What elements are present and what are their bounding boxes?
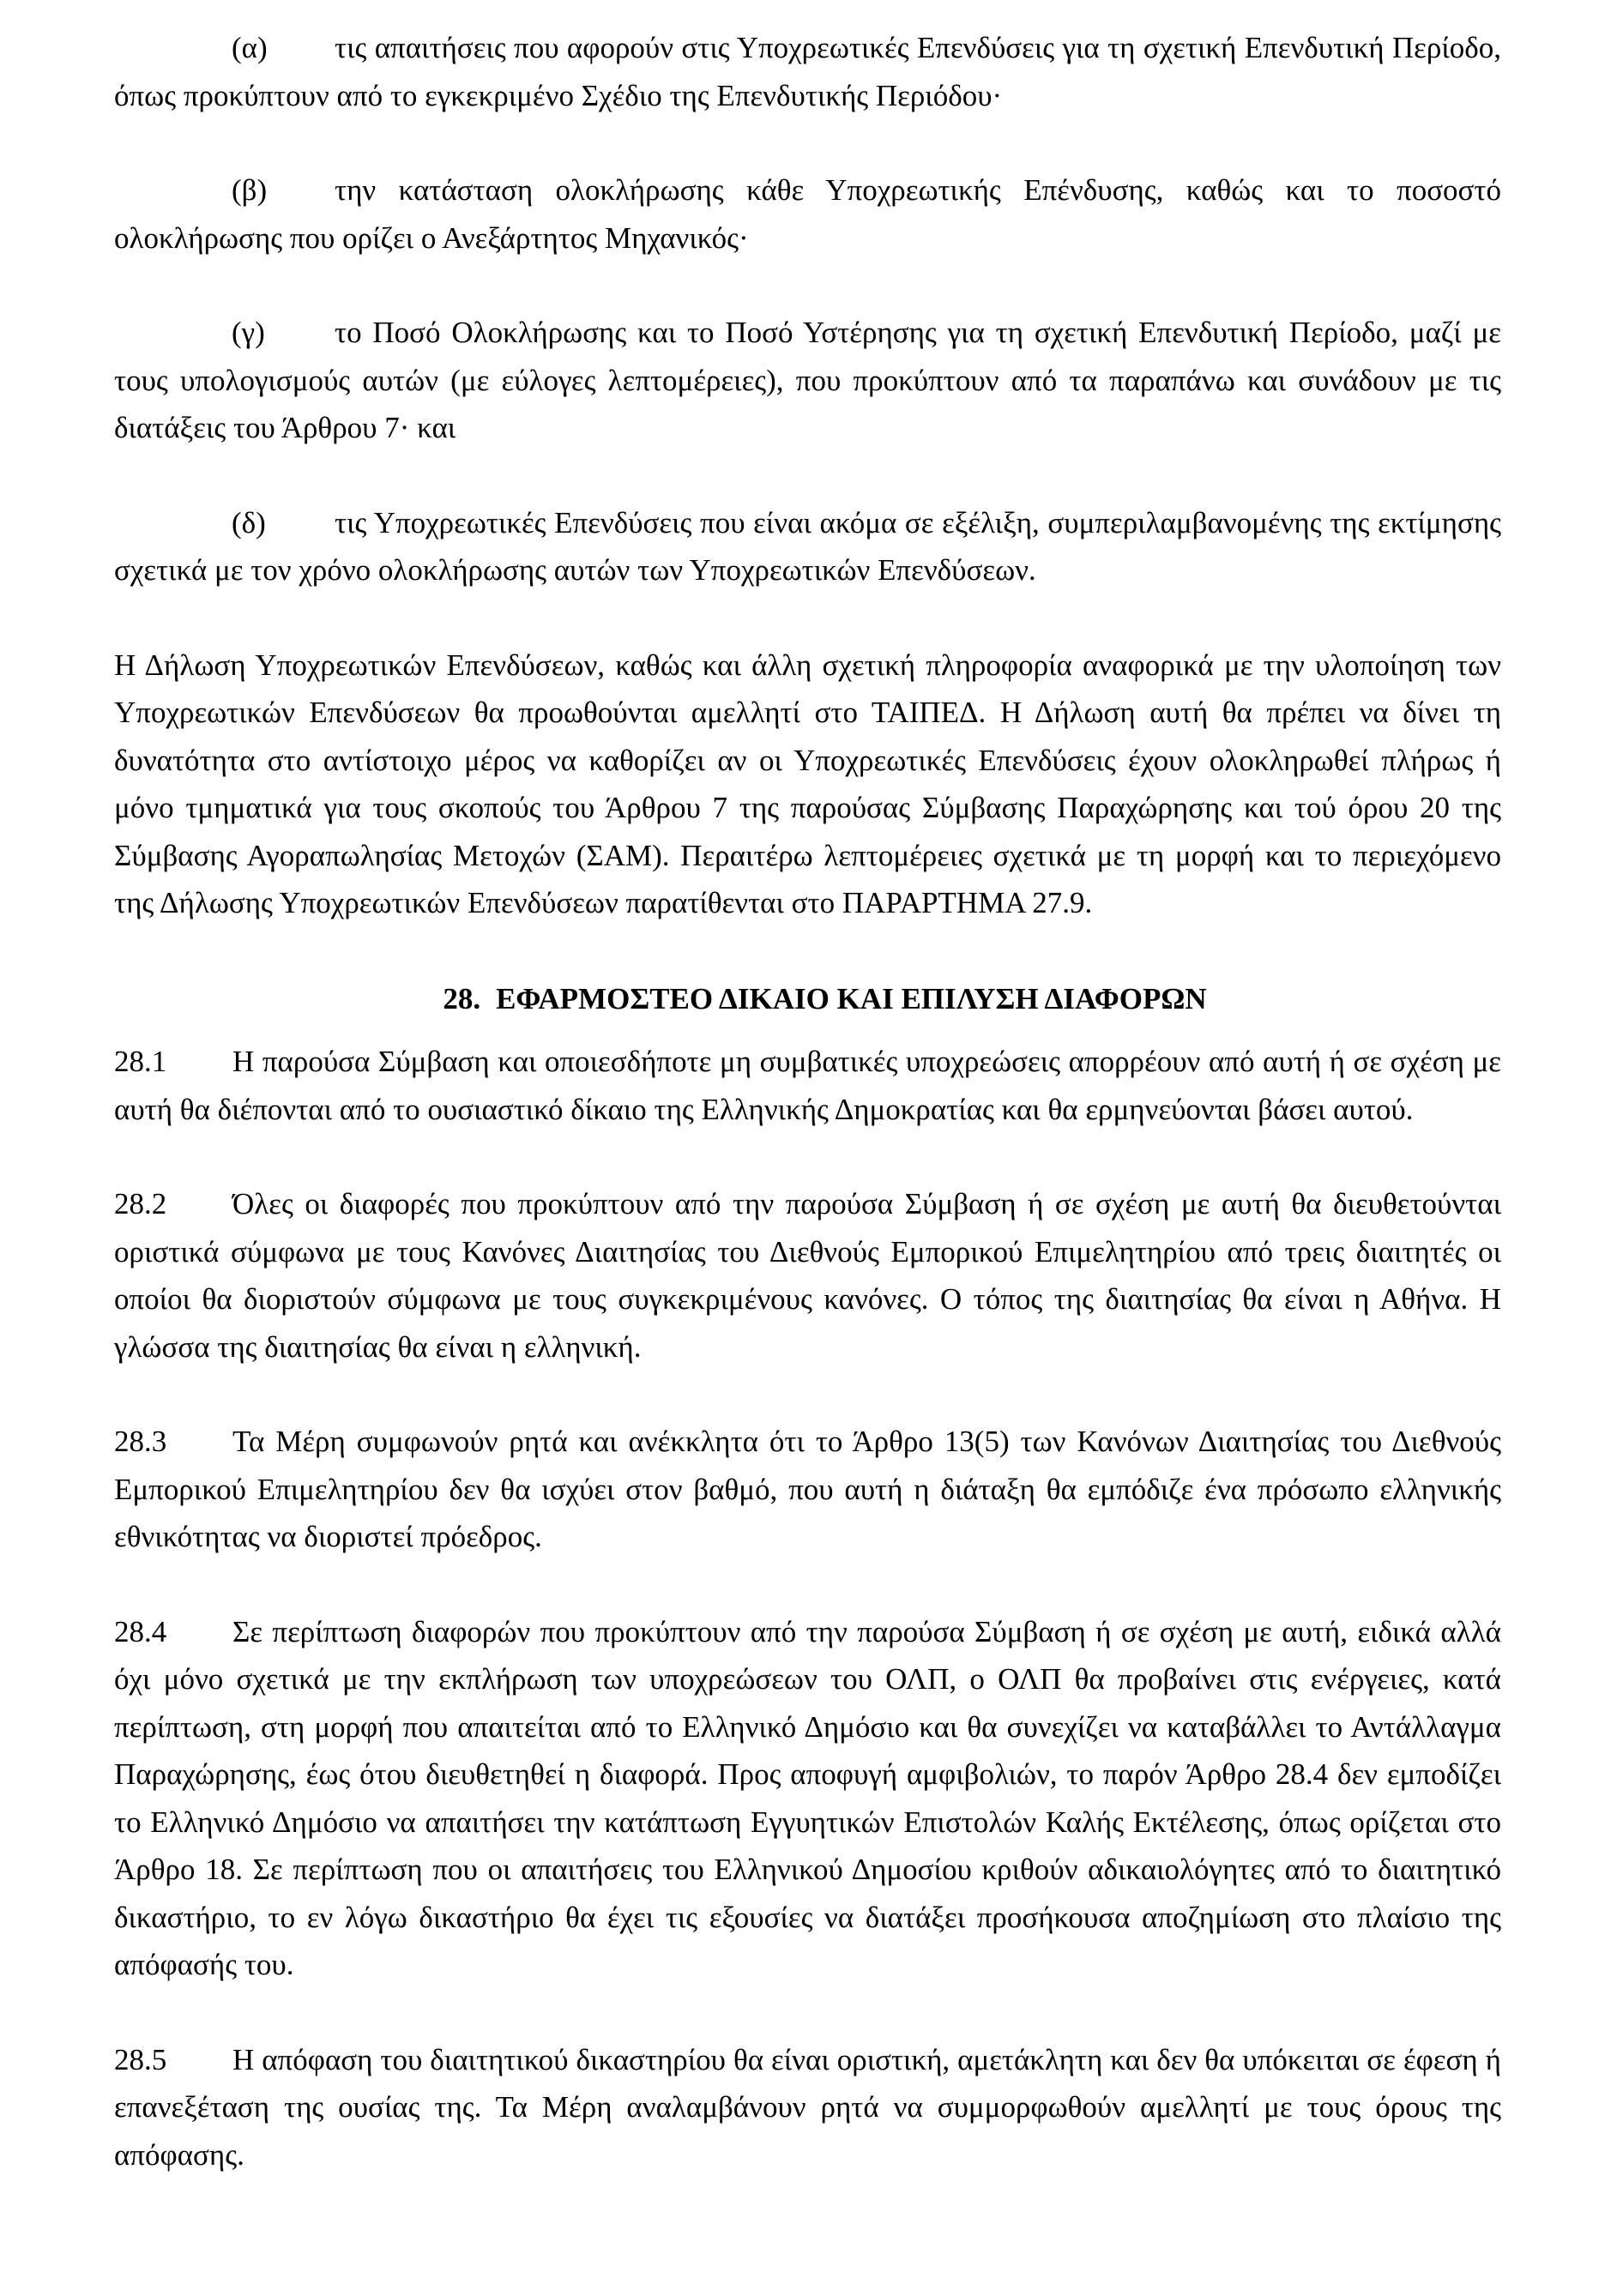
clause-number: 28.5: [114, 2042, 167, 2076]
subitem-text: τις απαιτήσεις που αφορούν στις Υποχρεωτικές Επενδύσεις για τη σχετική Επενδυτική Περίοδο, όπως προκύπτουν από το εγκεκριμένο Σχέδιο της Επενδυτικής Περιόδου·: [114, 31, 1501, 112]
clause-number: 28.2: [114, 1187, 167, 1220]
clause-number: 28.4: [114, 1614, 167, 1648]
subitem-text: το Ποσό Ολοκλήρωσης και το Ποσό Υστέρησης για τη σχετική Επενδυτική Περίοδο, μαζί με τους υπολογισμούς αυτών (με εύλογες λεπτομέρειες), που προκύπτουν από τα παραπάνω και συνάδουν με τις διατάξεις του Άρθρου 7· και: [114, 316, 1501, 444]
subitem-d: [114, 499, 1501, 594]
clause-number: 28.3: [114, 1425, 167, 1458]
subitem-text: την κατάσταση ολοκλήρωσης κάθε Υποχρεωτικής Επένδυσης, καθώς και το ποσοστό ολοκλήρωσης που ορίζει ο Ανεξάρτητος Μηχανικός·: [114, 173, 1501, 255]
clause-text: Σε περίπτωση διαφορών που προκύπτουν από την παρούσα Σύμβαση ή σε σχέση με αυτή, ειδικά αλλά όχι μόνο σχετικά με την εκπλήρωση των υποχρεώσεων του ΟΛΠ, ο ΟΛΠ θα προβαίνει στις ενέργειες, κατά περίπτωση, στη μορφή που απαιτείται από το Ελληνικό Δημόσιο και θα συνεχίζει να καταβάλλει το Αντάλλαγμα Παραχώρησης, έως ότου διευθετηθεί η διαφορά. Προς αποφυγή αμφιβολιών, το παρόν Άρθρο 28.4 δεν εμποδίζει το Ελληνικό Δημόσιο να απαιτήσει την κατάπτωση Εγγυητικών Επιστολών Καλής Εκτέλεσης, όπως ορίζεται στο Άρθρο 18. Σε περίπτωση που οι απαιτήσεις του Ελληνικού Δημοσίου κριθούν αδικαιολόγητες από το διαιτητικό δικαστήριο, το εν λόγω δικαστήριο θα έχει τις εξουσίες να διατάξει προσήκουσα αποζημίωση στο πλαίσιο της απόφασής του.: [114, 1614, 1501, 1981]
declaration-paragraph: Η Δήλωση Υποχρεωτικών Επενδύσεων, καθώς και άλλη σχετική πληροφορία αναφορικά με την υλοποίηση των Υποχρεωτικών Επενδύσεων θα προωθούνται αμελλητί στο ΤΑΙΠΕΔ. Η Δήλωση αυτή θα πρέπει να δίνει τη δυνατότητα στο αντίστοιχο μέρος να καθορίζει αν οι Υποχρεωτικές Επενδύσεις έχουν ολοκληρωθεί πλήρως ή μόνο τμηματικά για τους σκοπούς του Άρθρου 7 της παρούσας Σύμβασης Παραχώρησης και τού όρου 20 της Σύμβασης Αγοραπωλησίας Μετοχών (ΣΑΜ). Περαιτέρω λεπτομέρειες σχετικά με τη μορφή και το περιεχόμενο της Δήλωσης Υποχρεωτικών Επενδύσεων παρατίθενται στο ΠΑΡΑΡΤΗΜΑ 27.9.: [114, 648, 1501, 919]
subitem-text: τις Υποχρεωτικές Επενδύσεις που είναι ακόμα σε εξέλιξη, συμπεριλαμβανομένης της εκτίμησης σχετικά με τον χρόνο ολοκλήρωσης αυτών των Υποχρεωτικών Επενδύσεων.: [114, 505, 1501, 587]
clause-text: Όλες οι διαφορές που προκύπτουν από την παρούσα Σύμβαση ή σε σχέση με αυτή θα διευθετούνται οριστικά σύμφωνα με τους Κανόνες Διαιτησίας του Διεθνούς Εμπορικού Επιμελητηρίου από τρεις διαιτητές οι οποίοι θα διοριστούν σύμφωνα με τους συγκεκριμένους κανόνες. Ο τόπος της διαιτησίας θα είναι η Αθήνα. Η γλώσσα της διαιτησίας θα είναι η ελληνική.: [114, 1187, 1501, 1364]
clause-28-2: [114, 1180, 1501, 1371]
clause-text: Η απόφαση του διαιτητικού δικαστηρίου θα είναι οριστική, αμετάκλητη και δεν θα υπόκειται σε έφεση ή επανεξέταση της ουσίας της. Τα Μέρη αναλαμβάνουν ρητά να συμμορφωθούν αμελλητί με τους όρους της απόφασης.: [114, 2042, 1501, 2172]
clause-text: Η παρούσα Σύμβαση και οποιεσδήποτε μη συμβατικές υποχρεώσεις απορρέουν από αυτή ή σε σχέση με αυτή θα διέπονται από το ουσιαστικό δίκαιο της Ελληνικής Δημοκρατίας και θα ερμηνεύονται βάσει αυτού.: [114, 1045, 1501, 1126]
document-page: [114, 24, 1501, 2226]
subitem-label: (α): [232, 31, 268, 64]
subitem-label: (γ): [232, 316, 265, 349]
clause-number: 28.1: [114, 1045, 167, 1078]
clause-28-1: [114, 1038, 1501, 1133]
subitem-c: [114, 309, 1501, 452]
section-number: 28.: [443, 981, 481, 1015]
section-title: ΕΦΑΡΜΟΣΤΕΟ ΔΙΚΑΙΟ ΚΑΙ ΕΠΙΛΥΣΗ ΔΙΑΦΟΡΩΝ: [496, 981, 1207, 1015]
clause-28-4: [114, 1608, 1501, 1989]
subitem-label: (δ): [232, 505, 266, 539]
clause-text: Τα Μέρη συμφωνούν ρητά και ανέκκλητα ότι το Άρθρο 13(5) των Κανόνων Διαιτησίας του Διεθνούς Εμπορικού Επιμελητηρίου δεν θα ισχύει στον βαθμό, που αυτή η διάταξη θα εμπόδιζε ένα πρόσωπο ελληνικής εθνικότητας να διοριστεί πρόεδρος.: [114, 1425, 1501, 1553]
subitem-label: (β): [232, 173, 268, 207]
section-heading: [114, 975, 1501, 1023]
clause-28-5: [114, 2036, 1501, 2179]
clause-28-3: [114, 1418, 1501, 1561]
subitem-a: [114, 24, 1501, 119]
subitem-b: [114, 166, 1501, 262]
